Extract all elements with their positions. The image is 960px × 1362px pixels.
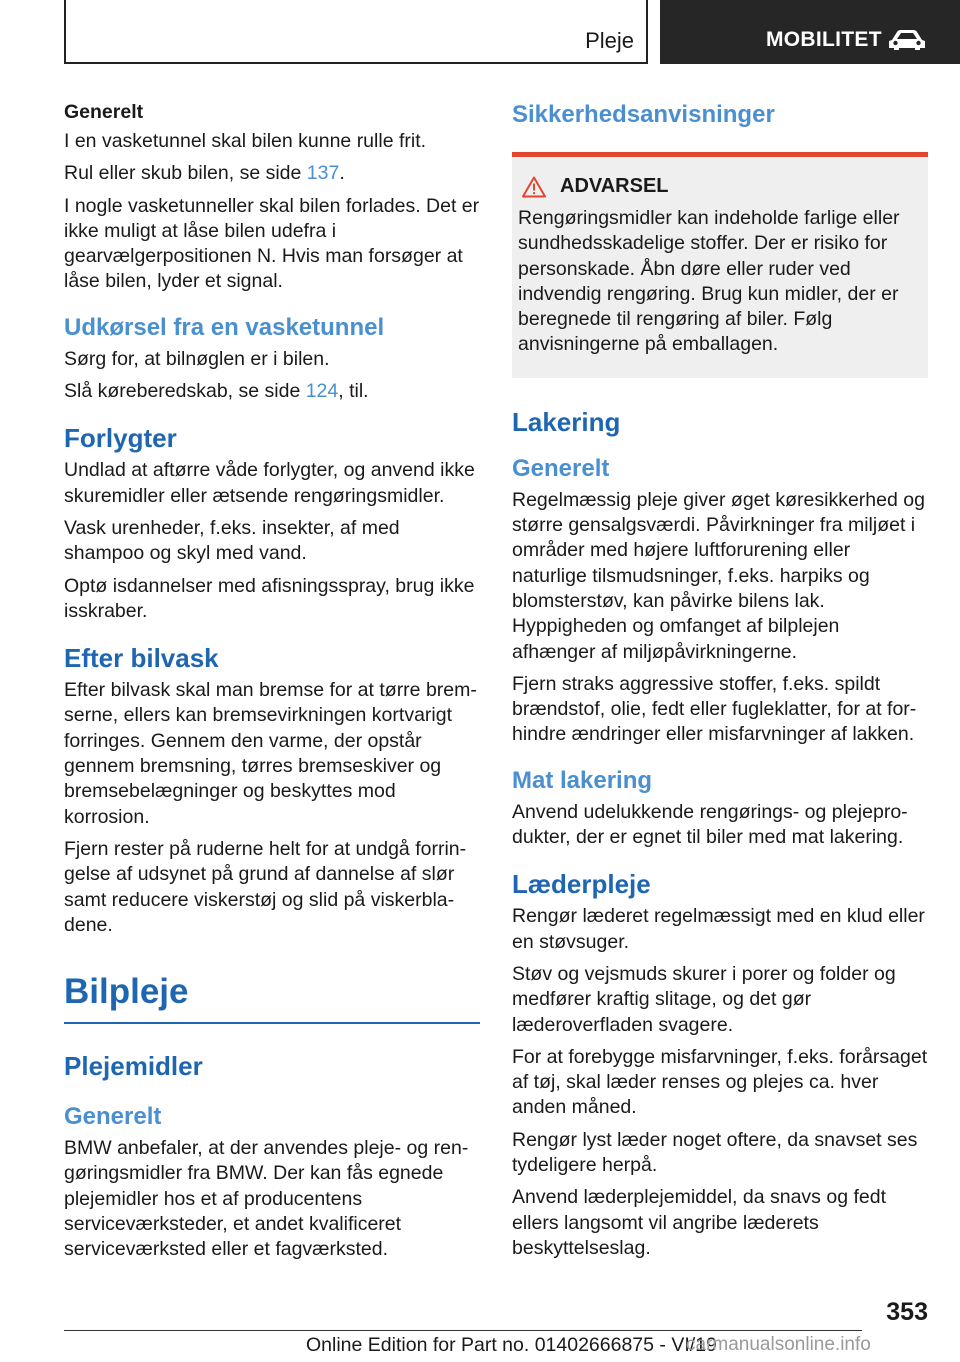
generelt-2-heading: Generelt: [64, 1103, 162, 1131]
warning-text: Rengøringsmidler kan indeholde farlige eller sundhedsskadelige stoffer. Der er risiko for personskade. Åbn døre eller ruder ved indvendig rengøring. Brug kun midler, der er beregnede til rengøring af biler. Følg anvisningerne på emballagen.: [518, 207, 900, 356]
laederpleje-heading: Læderpleje: [512, 869, 651, 900]
header-section-label: Pleje: [585, 28, 634, 53]
car-icon: [886, 28, 928, 52]
sikkerhed-heading: Sikkerhedsanvisninger: [512, 101, 775, 128]
warning-triangle-icon: [522, 176, 546, 198]
laederpleje-paragraph-3: For at forebygge misfarvninger, f.eks. forårsaget af tøj, skal læder renses og plejes ca. hver anden måned.: [512, 1045, 928, 1119]
lakering-paragraph-1: Regelmæssig pleje giver øget køresikkerhed og større gensalgsværdi. Påvirkninger fra miljøet i områder med højere luftforurening eller naturlige tilsmudsninger, f.eks. harpiks og blomsterstøv, kan påvirke bilens lak. Hyppigheden og omfanget af bilplejen afhænger af miljøpåvirkningerne.: [512, 488, 925, 663]
plejemidler-heading: Plejemidler: [64, 1051, 203, 1082]
laederpleje-paragraph-5: Anvend læderplejemiddel, da snavs og fedt ellers langsomt vil angribe læderets beskyttelseslag.: [512, 1186, 886, 1259]
footer-divider: [64, 1330, 862, 1331]
mat-lakering-heading: Mat lakering: [512, 766, 653, 794]
right-column: [512, 100, 928, 1268]
edition-text: Online Edition for Part no. 01402666875 - VI/19: [306, 1334, 717, 1356]
forlygter-paragraph-1: Undlad at aftørre våde forlygter, og anvend ikke skuremidler eller ætsende rengøringsmidler.: [64, 459, 475, 507]
udkorsel-paragraph-2: Slå køreberedskab, se side 124, til.: [64, 380, 369, 403]
generelt-paragraph-2: Rul eller skub bilen, se side 137.: [64, 162, 345, 185]
forlygter-heading: Forlygter: [64, 423, 177, 454]
left-column: [64, 100, 480, 1270]
udkorsel-heading: Udkørsel fra en vasketunnel: [64, 313, 385, 341]
warning-box: [512, 152, 928, 378]
mat-lakering-paragraph-1: Anvend udelukkende rengørings- og plejeprodukter, der er egnet til biler med mat lakering.: [512, 800, 908, 849]
lakering-paragraph-2: Fjern straks aggressive stoffer, f.eks. spildt brændstof, olie, fedt eller fugleklatter, for at forhindre ændringer eller misfarvninger af lakken.: [512, 672, 917, 746]
generelt-paragraph-1: I en vasketunnel skal bilen kunne rulle frit.: [64, 130, 427, 152]
warning-title: ADVARSEL: [518, 175, 922, 198]
generelt-paragraph-3: I nogle vasketunneller skal bilen forlades. Det er ikke muligt at låse bilen udefra i gearvælgerpositionen N. Hvis man forsøger at låse bilen, lyder et signal.: [64, 194, 480, 293]
page-link-124[interactable]: 124: [305, 380, 339, 403]
laederpleje-paragraph-2: Støv og vejsmuds skurer i porer og folder og medfører kraftig slitage, og det gør læderoverfladen svagere.: [512, 962, 896, 1036]
lakering-heading: Lakering: [512, 406, 621, 437]
bilpleje-heading: Bilpleje: [64, 972, 480, 1024]
watermark: carmanualsonline.info: [686, 1334, 871, 1355]
efter-bilvask-heading: Efter bilvask: [64, 643, 219, 674]
generelt-2-paragraph-1: BMW anbefaler, at der anvendes pleje- og rengøringsmidler fra BMW. Der kan fås egnede plejemidler hos et af producentens serviceværksteder, et andet kvalificeret serviceværksted eller et fagværksted.: [64, 1137, 469, 1261]
header-chapter-box: [660, 0, 960, 64]
header-chapter-label: MOBILITET: [766, 28, 882, 51]
laederpleje-paragraph-1: Rengør læderet regelmæssigt med en klud eller en støvsuger.: [512, 905, 925, 953]
efter-bilvask-paragraph-2: Fjern rester på ruderne helt for at undgå forringelse af udsynet på grund af dannelse af slør samt reducere viskerstøj og slid på viskerbladene.: [64, 837, 467, 936]
udkorsel-paragraph-1: Sørg for, at bilnøglen er i bilen.: [64, 347, 330, 370]
laederpleje-paragraph-4: Rengør lyst læder noget oftere, da snavset ses tydeligere herpå.: [512, 1128, 918, 1177]
page-link-137[interactable]: 137: [306, 162, 340, 185]
forlygter-paragraph-2: Vask urenheder, f.eks. insekter, af med shampoo og skyl med vand.: [64, 516, 400, 565]
lakering-generelt-heading: Generelt: [512, 454, 610, 482]
page-number: 353: [886, 1298, 928, 1326]
generelt-heading: Generelt: [64, 101, 144, 123]
efter-bilvask-paragraph-1: Efter bilvask skal man bremse for at tørre bremserne, ellers kan bremsevirkningen kortvarigt forringes. Gennem den varme, der opstår gennem bremsning, tørres bremseskiver og bremsebelægninger og beskyttes mod korrosion.: [64, 679, 477, 828]
header-section-box: [64, 0, 648, 64]
forlygter-paragraph-3: Optø isdannelser med afisningsspray, brug ikke isskraber.: [64, 574, 475, 622]
